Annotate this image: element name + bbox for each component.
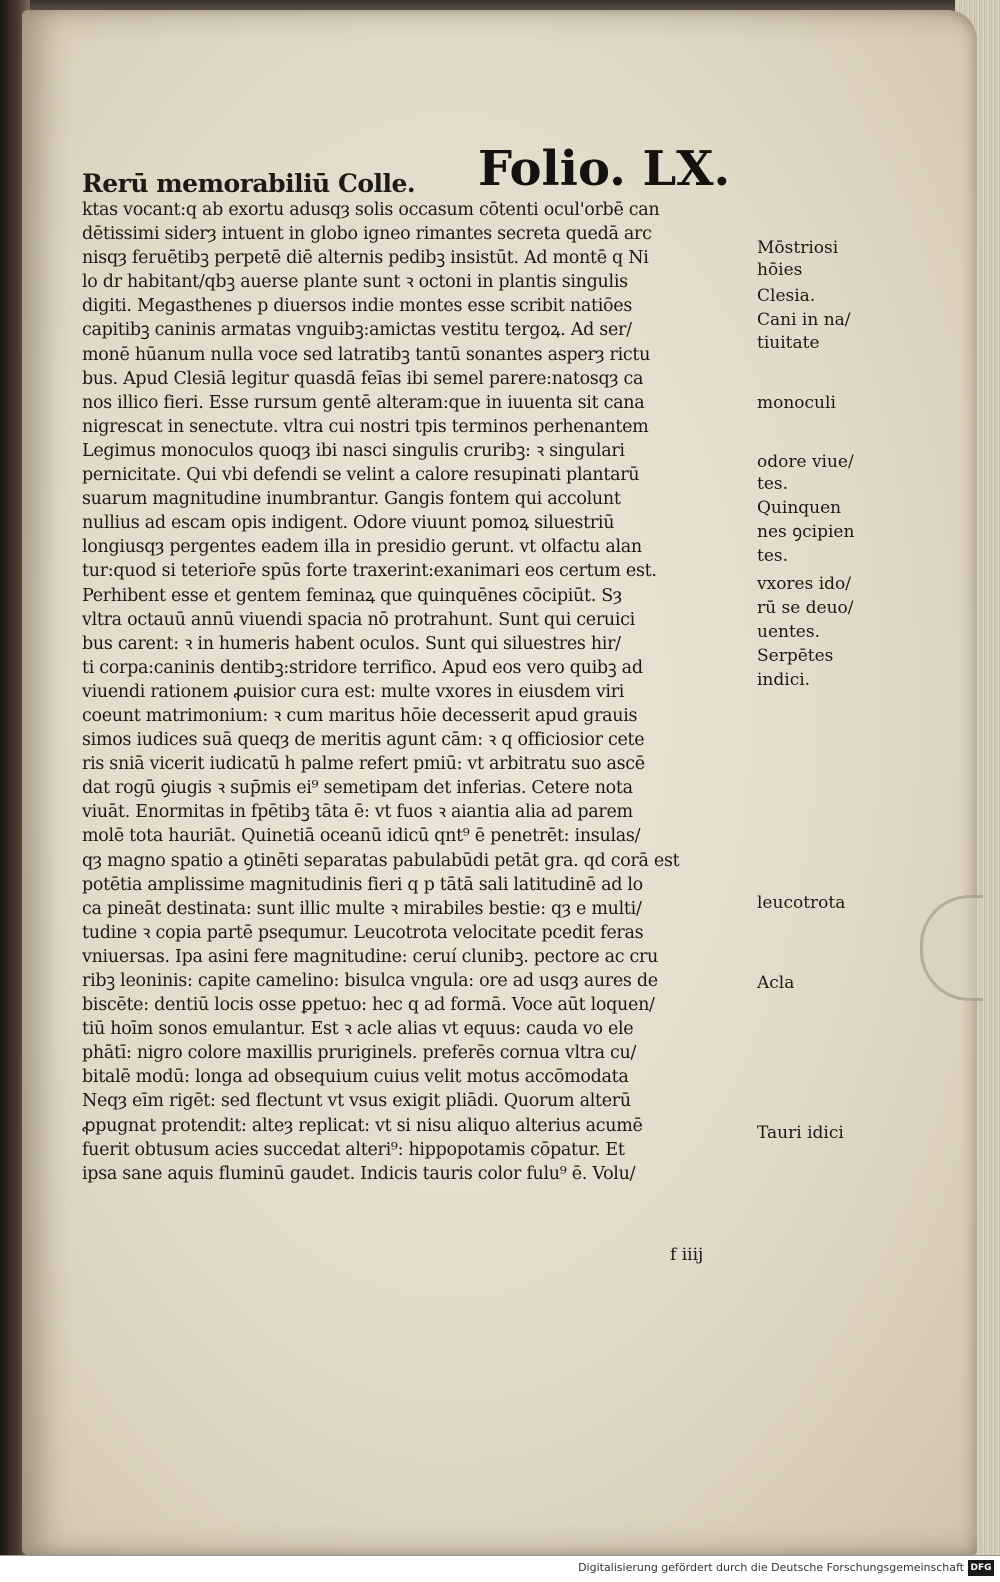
text-line: tur:quod si teterior̄e spūs forte traxerint:exanimari eos certum est. (82, 561, 657, 582)
text-line: bus. Apud Clesiā legitur quasdā feīas ibi semel parere:natosqȝ ca (82, 368, 644, 389)
margin-note-ru-se: rū se deuo/ (757, 598, 854, 618)
text-line: ribꝫ leoninis: capite camelino: bisulca vngula: ore ad usqȝ aures de (82, 971, 658, 991)
dfg-logo-icon: DFG (968, 1560, 994, 1576)
text-line: Neqȝ eīm rigēt: sed flectunt vt vsus exigit pliādi. Quorum alterū (82, 1091, 631, 1112)
text-line: simos iudices suā queqȝ de meritis agunt cām: ꝛ q officiosior cete (82, 730, 645, 751)
margin-note-odore-viue: odore viue/ (757, 452, 854, 472)
text-line: capitibꝫ caninis armatas vnguibꝫ:amictas vestitu tergoꝝ. Ad ser/ (82, 320, 632, 341)
footer-bar (0, 1555, 1000, 1582)
text-line: lo dr habitant/qbꝫ auerse plante sunt ꝛ octoni in plantis singulis (82, 272, 628, 293)
margin-note-quinquen: Quinquen (757, 498, 842, 518)
folio-number: Folio. LX. (478, 141, 731, 197)
text-line: digiti. Megasthenes p diuersos indie montes esse scribit natiōes (82, 296, 632, 317)
text-line: tiū hoīm sonos emulantur. Est ꝛ acle alias vt equus: cauda vo ele (82, 1019, 634, 1040)
margin-note-hoies: hōies (757, 260, 803, 280)
text-line: nigrescat in senectute. vltra cui nostri tpis terminos perhenantem (82, 416, 649, 437)
margin-note-tiuitate: tiuitate (757, 333, 820, 353)
text-line: longiusqȝ pergentes eadem illa in presidio gerunt. vt olfactu alan (82, 537, 642, 558)
text-line: bitalē modū: longa ad obsequium cuius velit motus accōmodata (82, 1067, 629, 1088)
text-line: molē tota hauriāt. Quinetiā oceanū idicū qnt⁹ ē penetrēt: insulas/ (82, 826, 641, 847)
margin-note-indici: indici. (757, 670, 811, 690)
text-line: qȝ magno spatio a ꝯtinēti separatas pabulabūdi petāt gra. qd corā est (82, 850, 680, 871)
text-line: pernicitate. Qui vbi defendi se velint a calore resupinati plantarū (82, 465, 640, 486)
text-line: vniuersas. Ipa asini fere magnitudine: ceruí clunibꝫ. pectore ac cru (82, 946, 659, 967)
text-line: nos illico fieri. Esse rursum gentē alteram:que in iuuenta sit cana (82, 392, 645, 413)
signature-mark: f iiij (670, 1245, 704, 1265)
text-line: Perhibent esse et gentem feminaꝝ que quinquēnes cōcipiūt. Sȝ (82, 585, 622, 606)
margin-note-nes-zcipien: nes ꝯcipien (757, 522, 855, 542)
text-line: tudine ꝛ copia partē psequmur. Leucotrota velocitate pcedit feras (82, 922, 644, 943)
margin-note-tes-2: tes. (757, 546, 789, 566)
text-line: potētia amplissime magnitudinis fieri q p tātā sali latitudinē ad lo (82, 874, 643, 895)
text-line: ꝓpugnat protendit: alteȝ replicat: vt si nisu aliquo alterius acumē (82, 1115, 643, 1136)
text-line: coeunt matrimonium: ꝛ cum maritus hōie decesserit apud grauis (82, 705, 638, 726)
margin-note-clesia: Clesia. (757, 286, 816, 306)
margin-note-monoculi: monoculi (757, 393, 836, 413)
text-line: ipsa sane aquis fluminū gaudet. Indicis tauris color fulu⁹ ē. Volu/ (82, 1163, 636, 1184)
text-line: biscēte: dentiū locis osse ꝑpetuo: hec q ad formā. Voce aūt loquen/ (82, 995, 655, 1016)
margin-note-monstriosi: Mōstriosi (757, 238, 839, 258)
margin-note-tauri: Tauri idici (757, 1123, 844, 1143)
text-line: viuāt. Enormitas in fpētibꝫ tāta ē: vt fuos ꝛ aiantia alia ad parem (82, 802, 633, 823)
text-line: bus carent: ꝛ in humeris habent oculos. Sunt qui siluestres hir/ (82, 633, 621, 654)
margin-notes (757, 10, 877, 1310)
text-line: dētissimi siderȝ intuent in globo igneo rimantes secreta quedā arc (82, 224, 652, 245)
text-line: dat rogū ꝯiugis ꝛ sup̄mis ei⁹ semetipam det inferias. Cetere nota (82, 778, 633, 799)
text-line: vltra octauū annū viuendi spacia nō protrahunt. Sunt qui ceruici (82, 609, 635, 630)
text-line: phātī: nigro colore maxillis pruriginels. preferēs cornua vltra cu/ (82, 1043, 637, 1064)
margin-note-uentes: uentes. (757, 622, 820, 642)
text-line: viuendi rationem ꝓuisior cura est: multe vxores in eiusdem viri (82, 681, 625, 702)
text-line: ti corpa:caninis dentibꝫ:stridore terrifico. Apud eos vero quibꝫ ad (82, 657, 643, 678)
margin-note-cani: Cani in na/ (757, 310, 851, 330)
text-line: nullius ad escam opis indigent. Odore viuunt pomoꝝ siluestriū (82, 513, 615, 534)
funding-credit: Digitalisierung gefördert durch die Deutsche Forschungsgemeinschaft (578, 1561, 964, 1574)
main-text-column (82, 198, 742, 1186)
text-line: monē hūanum nulla voce sed latratibꝫ tantū sonantes asperȝ rictu (82, 344, 651, 365)
page-leaf (22, 10, 977, 1555)
text-line: nisqȝ feruētibꝫ perpetē diē alternis pedibꝫ insistūt. Ad montē q Ni (82, 248, 649, 269)
margin-note-serpetes: Serpētes (757, 646, 834, 666)
margin-note-tes: tes. (757, 474, 789, 494)
margin-note-acla: Acla (757, 973, 795, 993)
text-line: fuerit obtusum acies succedat alteri⁹: hippopotamis cōpatur. Et (82, 1139, 625, 1160)
margin-note-vxores: vxores ido/ (757, 574, 852, 594)
running-title: Rerū memorabiliū Colle. (82, 169, 416, 198)
text-line: suarum magnitudine inumbrantur. Gangis fontem qui accolunt (82, 489, 621, 510)
margin-note-leucotrota: leucotrota (757, 893, 846, 913)
text-line: Legimus monoculos quoqȝ ibi nasci singulis cruribꝫ: ꝛ singulari (82, 440, 625, 461)
text-line: ktas vocant:q ab exortu adusqȝ solis occasum cōtenti ocul'orbē can (82, 200, 660, 220)
text-line: ca pineāt destinata: sunt illic multe ꝛ mirabiles bestie: qȝ e multi/ (82, 898, 642, 919)
text-line: ris sniā vicerit iudicatū h palme refert pmiū: vt arbitratu suo ascē (82, 754, 645, 775)
